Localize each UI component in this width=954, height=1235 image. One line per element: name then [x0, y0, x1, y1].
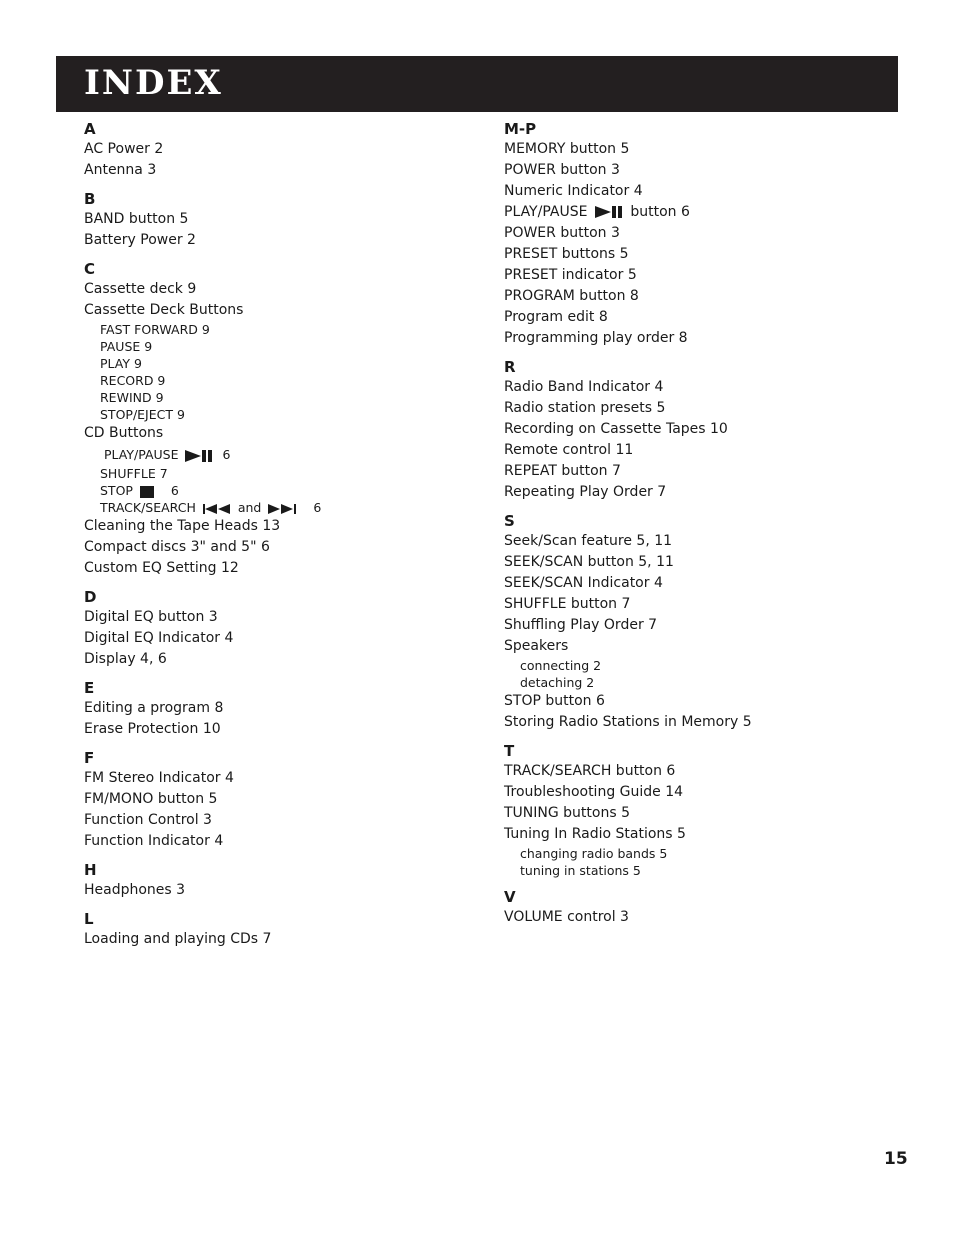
section-letter: D — [84, 588, 97, 606]
index-entry: Function Control 3 — [84, 812, 212, 828]
index-subentry: connecting 2 — [520, 658, 602, 673]
index-subentry: FAST FORWARD 9 — [100, 322, 210, 337]
index-subentry: REWIND 9 — [100, 390, 164, 405]
index-entry: Antenna 3 — [84, 162, 157, 178]
index-entry: Digital EQ Indicator 4 — [84, 630, 234, 646]
section-letter: C — [84, 260, 96, 278]
play-pause-icon — [595, 206, 623, 218]
index-section-m-p — [504, 119, 904, 349]
index-section-l — [84, 909, 484, 950]
index-entry: Function Indicator 4 — [84, 833, 224, 849]
index-column-right — [504, 119, 904, 928]
entry-suffix: button 6 — [630, 204, 690, 220]
index-entry: Headphones 3 — [84, 882, 186, 898]
index-entry: TUNING buttons 5 — [504, 805, 630, 821]
index-entry: Editing a program 8 — [84, 700, 224, 716]
index-section-b — [84, 189, 484, 251]
index-subentry: tuning in stations 5 — [520, 863, 641, 878]
index-entry: SEEK/SCAN button 5, 11 — [504, 554, 674, 570]
index-entry: Seek/Scan feature 5, 11 — [504, 533, 673, 549]
index-entry: FM/MONO button 5 — [84, 791, 218, 807]
index-entry: STOP button 6 — [504, 693, 605, 709]
index-entry: MEMORY button 5 — [504, 141, 630, 157]
skip-forward-icon — [268, 504, 296, 514]
subentry-page: 6 — [222, 447, 231, 462]
index-entry: Cassette deck 9 — [84, 281, 197, 297]
index-entry: BAND button 5 — [84, 211, 189, 227]
index-entry: Repeating Play Order 7 — [504, 484, 667, 500]
index-section-d — [84, 587, 484, 670]
play-pause-icon — [185, 450, 215, 462]
index-header-banner — [56, 56, 898, 112]
section-letter: V — [504, 888, 516, 906]
page-number: 15 — [884, 1149, 908, 1169]
section-letter: M-P — [504, 120, 537, 138]
section-letter: L — [84, 910, 94, 928]
index-entry: Speakers — [504, 638, 569, 654]
index-entry: Battery Power 2 — [84, 232, 196, 248]
entry-label: PLAY/PAUSE — [504, 204, 588, 220]
index-entry: Remote control 11 — [504, 442, 634, 458]
subentry-connector: and — [237, 500, 262, 515]
index-entry: Digital EQ button 3 — [84, 609, 218, 625]
index-subentry-cd-stop — [84, 482, 484, 499]
index-entry: Display 4, 6 — [84, 651, 167, 667]
section-letter: B — [84, 190, 96, 208]
index-entry: Program edit 8 — [504, 309, 608, 325]
index-entry: VOLUME control 3 — [504, 909, 629, 925]
index-entry: PRESET buttons 5 — [504, 246, 629, 262]
index-entry: Erase Protection 10 — [84, 721, 221, 737]
index-entry: PRESET indicator 5 — [504, 267, 637, 283]
index-entry-play-pause — [504, 202, 904, 223]
index-section-h — [84, 860, 484, 901]
index-entry: Recording on Cassette Tapes 10 — [504, 421, 728, 437]
index-entry: Programming play order 8 — [504, 330, 688, 346]
index-entry: TRACK/SEARCH button 6 — [504, 763, 676, 779]
index-subentry-cd-play-pause — [84, 444, 484, 465]
skip-back-icon — [203, 504, 231, 514]
index-entry: Custom EQ Setting 12 — [84, 560, 239, 576]
index-entry: Compact discs 3" and 5" 6 — [84, 539, 270, 555]
index-entry: Numeric Indicator 4 — [504, 183, 643, 199]
index-entry: Storing Radio Stations in Memory 5 — [504, 714, 752, 730]
section-letter: S — [504, 512, 515, 530]
index-entry: SEEK/SCAN Indicator 4 — [504, 575, 663, 591]
section-letter: F — [84, 749, 95, 767]
index-entry: PROGRAM button 8 — [504, 288, 639, 304]
subentry-label: STOP — [100, 483, 133, 498]
index-entry: POWER button 3 — [504, 225, 620, 241]
index-entry: Cassette Deck Buttons — [84, 302, 244, 318]
index-subentry: detaching 2 — [520, 675, 595, 690]
index-entry: Tuning In Radio Stations 5 — [504, 826, 686, 842]
index-entry: AC Power 2 — [84, 141, 164, 157]
index-subentry: PAUSE 9 — [100, 339, 153, 354]
index-entry: FM Stereo Indicator 4 — [84, 770, 234, 786]
section-letter: T — [504, 742, 515, 760]
index-entry: Radio station presets 5 — [504, 400, 666, 416]
stop-icon — [140, 486, 154, 498]
subentry-page: 6 — [170, 483, 179, 498]
subentry-page: 6 — [313, 500, 322, 515]
index-section-r — [504, 357, 904, 503]
page-title: INDEX — [84, 63, 223, 103]
index-subentry: STOP/EJECT 9 — [100, 407, 185, 422]
index-section-t — [504, 741, 904, 879]
index-entry: Shuffling Play Order 7 — [504, 617, 658, 633]
index-entry: Troubleshooting Guide 14 — [504, 784, 684, 800]
subentry-label: TRACK/SEARCH — [100, 500, 196, 515]
subentry-label: PLAY/PAUSE — [104, 447, 179, 462]
index-section-f — [84, 748, 484, 852]
index-entry: POWER button 3 — [504, 162, 620, 178]
index-column-left — [84, 119, 484, 950]
section-letter: A — [84, 120, 96, 138]
index-entry: Loading and playing CDs 7 — [84, 931, 272, 947]
section-letter: H — [84, 861, 97, 879]
index-section-e — [84, 678, 484, 740]
index-subentry-cd-track-search — [84, 499, 484, 516]
index-subentry: RECORD 9 — [100, 373, 166, 388]
index-section-v — [504, 887, 904, 928]
index-subentry: PLAY 9 — [100, 356, 142, 371]
index-entry: SHUFFLE button 7 — [504, 596, 631, 612]
index-section-a — [84, 119, 484, 181]
index-entry: REPEAT button 7 — [504, 463, 621, 479]
section-letter: R — [504, 358, 516, 376]
index-section-c — [84, 259, 484, 579]
index-subentry: SHUFFLE 7 — [100, 466, 168, 481]
index-entry: CD Buttons — [84, 425, 164, 441]
index-entry: Radio Band Indicator 4 — [504, 379, 664, 395]
index-section-s — [504, 511, 904, 733]
index-entry: Cleaning the Tape Heads 13 — [84, 518, 281, 534]
index-subentry: changing radio bands 5 — [520, 846, 668, 861]
section-letter: E — [84, 679, 95, 697]
